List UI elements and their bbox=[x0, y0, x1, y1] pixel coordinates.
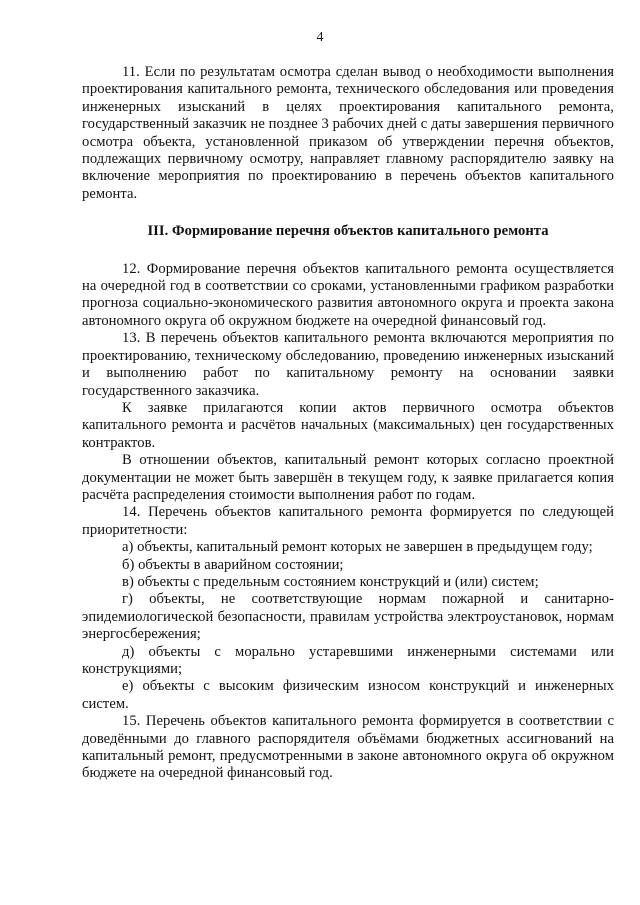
paragraph-14: 14. Перечень объектов капитального ремонта формируется по следующей приоритетности: bbox=[82, 504, 614, 538]
paragraph-15: 15. Перечень объектов капитального ремонта формируется в соответствии с доведёнными до главного распорядителя объёмами бюджетных ассигнований на капитальный ремонт, предусмотренными в законе автономного округа об окружном бюджете на очередной финансовый год. bbox=[82, 713, 614, 782]
list-item-v: в) объекты с предельным состоянием конструкций и (или) систем; bbox=[122, 573, 539, 590]
list-item-a: а) объекты, капитальный ремонт которых не завершен в предыдущем году; bbox=[122, 539, 593, 556]
paragraph-13-multiyear: В отношении объектов, капитальный ремонт которых согласно проектной документации не может быть завершён в текущем году, к заявке прилагается копия расчёта распределения стоимости выполнения работ по годам. bbox=[82, 452, 614, 503]
list-item-d: д) объекты с морально устаревшими инженерными системами или конструкциями; bbox=[82, 643, 614, 677]
document-body bbox=[82, 64, 614, 783]
list-item-b: б) объекты в аварийном состоянии; bbox=[122, 556, 344, 573]
page-number: 4 bbox=[316, 30, 324, 45]
list-item-g: г) объекты, не соответствующие нормам пожарной и санитарно-эпидемиологической безопасности, правилам устройства электроустановок, нормам энергосбережения; bbox=[82, 591, 614, 643]
paragraph-13: 13. В перечень объектов капитального ремонта включаются мероприятия по проектированию, техническому обследованию, проведению инженерных изысканий и выполнению работ по капитальному ремонту на основании заявки государственного заказчика. bbox=[82, 330, 614, 399]
paragraph-11: 11. Если по результатам осмотра сделан вывод о необходимости выполнения проектирования капитального ремонта, технического обследования или проведения инженерных изысканий в целях проектирования капитального ремонта, государственный заказчик не позднее 3 рабочих дней с даты завершения первичного осмотра объекта, установленной приказом об утверждении перечня объектов, подлежащих первичному осмотру, направляет главному распорядителю заявку на включение мероприятия по проектированию в перечень объектов капитального ремонта. bbox=[82, 64, 614, 202]
list-item-e: е) объекты с высоким физическим износом конструкций и инженерных систем. bbox=[82, 678, 614, 712]
paragraph-13-attachments: К заявке прилагаются копии актов первичного осмотра объектов капитального ремонта и расчётов начальных (максимальных) цен государственных контрактов. bbox=[82, 399, 614, 451]
section-heading: III. Формирование перечня объектов капитального ремонта bbox=[147, 223, 549, 240]
paragraph-12: 12. Формирование перечня объектов капитального ремонта осуществляется на очередной год в соответствии со сроками, установленными графиком разработки прогноза социально-экономического развития автономного округа и проекта закона автономного округа об окружном бюджете на очередной финансовый год. bbox=[82, 260, 614, 329]
